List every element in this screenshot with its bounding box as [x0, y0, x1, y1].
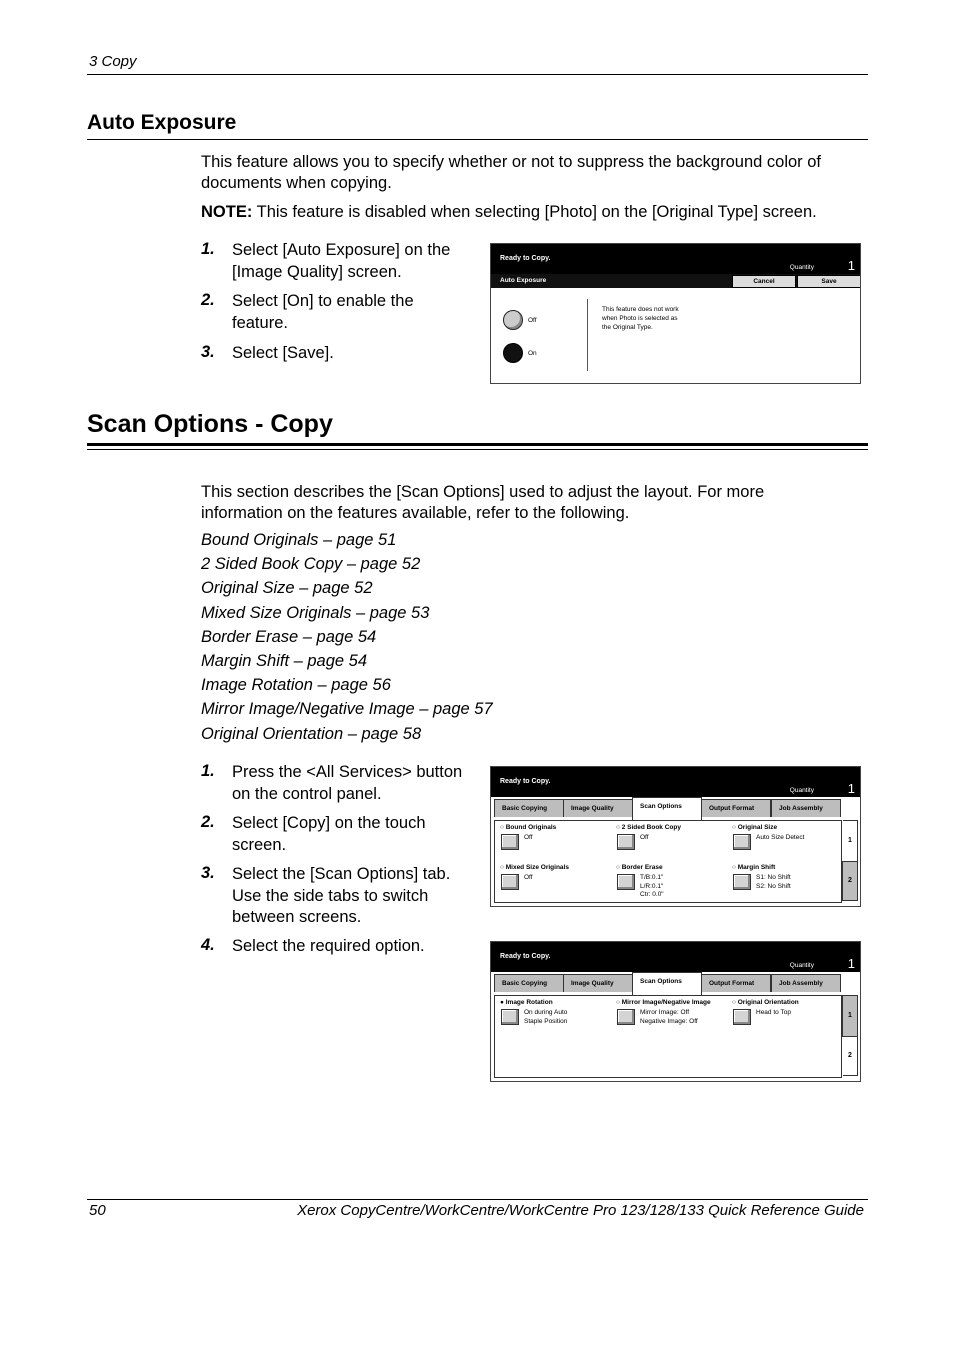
- option-value: Off: [524, 834, 533, 841]
- quantity-value: 1: [847, 781, 855, 796]
- step-line: Select [Auto Exposure] on the: [232, 241, 451, 259]
- page-number: 50: [89, 1202, 106, 1219]
- step-text: [232, 762, 462, 805]
- scan-options-screenshot-page-1: [490, 766, 861, 907]
- step-number: 2.: [201, 813, 215, 831]
- option-values: [756, 874, 791, 891]
- note-text: This feature is disabled when selecting [Photo] on the [Original Type] screen.: [252, 203, 817, 221]
- original-orientation-button[interactable]: [733, 1009, 751, 1025]
- quantity-label: Quantity: [789, 264, 814, 271]
- intro-line: This section describes the [Scan Options] used to adjust the layout. For more: [201, 483, 765, 501]
- header-rule: [87, 74, 868, 75]
- step-line: Select the [Scan Options] tab.: [232, 865, 451, 883]
- option-label-text: Border Erase: [621, 864, 663, 871]
- side-tab-2[interactable]: 2: [843, 1036, 858, 1076]
- original-size-button[interactable]: [733, 834, 751, 850]
- option-label-text: 2 Sided Book Copy: [621, 824, 681, 831]
- status-bar: [491, 767, 860, 797]
- two-sided-book-copy-button[interactable]: [617, 834, 635, 850]
- cross-reference-link[interactable]: Original Orientation – page 58: [201, 724, 422, 743]
- step-line: screen.: [232, 835, 287, 854]
- tab-bar: [491, 797, 860, 819]
- cross-reference-link[interactable]: Border Erase – page 54: [201, 627, 377, 646]
- running-header: 3 Copy: [89, 53, 137, 70]
- intro-line: documents when copying.: [201, 174, 392, 192]
- divider: [587, 299, 588, 371]
- option-value: Off: [524, 874, 533, 881]
- tab-output-format[interactable]: Output Format: [701, 974, 771, 992]
- auto-exposure-screenshot: [490, 243, 861, 384]
- auto-exposure-note: [201, 202, 881, 223]
- option-value: On during Auto: [524, 1009, 568, 1016]
- tab-job-assembly[interactable]: Job Assembly: [771, 799, 841, 817]
- options-panel: [494, 995, 842, 1078]
- auto-exposure-rule: [87, 139, 868, 140]
- option-label: ○ Border Erase: [616, 864, 663, 871]
- quantity-value: 1: [847, 258, 855, 273]
- option-value: S1: No Shift: [756, 874, 791, 881]
- footer-rule: [87, 1199, 868, 1200]
- step-text: [232, 291, 414, 334]
- option-value: Ctr: 0.0": [640, 891, 664, 898]
- image-rotation-button[interactable]: [501, 1009, 519, 1025]
- side-tab-1[interactable]: 1: [842, 995, 858, 1037]
- step-line: Use the side tabs to switch: [232, 886, 429, 905]
- option-value: T/B:0.1": [640, 874, 664, 881]
- option-label: ○ Mixed Size Originals: [500, 864, 569, 871]
- step-text: [232, 813, 426, 856]
- option-value: Staple Position: [524, 1017, 568, 1025]
- step-number: 3.: [201, 343, 215, 361]
- scan-options-intro: [201, 482, 871, 524]
- cross-reference-list: [201, 531, 493, 749]
- cross-reference-link[interactable]: Margin Shift – page 54: [201, 651, 368, 670]
- off-label: Off: [528, 317, 537, 324]
- quantity-label: Quantity: [789, 962, 814, 969]
- step-text: [232, 864, 450, 929]
- guide-title: Xerox CopyCentre/WorkCentre/WorkCentre Pro 123/128/133 Quick Reference Guide: [297, 1202, 864, 1219]
- option-label-text: Mirror Image/Negative Image: [621, 999, 711, 1006]
- screen-title: Auto Exposure: [500, 277, 547, 284]
- auto-exposure-heading: Auto Exposure: [87, 111, 237, 134]
- scan-options-rule-thin: [87, 449, 868, 450]
- tab-bar: [491, 972, 860, 994]
- option-label: ○ Bound Originals: [500, 824, 557, 831]
- option-values: [640, 874, 664, 900]
- cross-reference-link[interactable]: Mixed Size Originals – page 53: [201, 603, 430, 622]
- step-number: 1.: [201, 762, 215, 780]
- bound-originals-button[interactable]: [501, 834, 519, 850]
- on-label: On: [528, 350, 537, 357]
- quantity-value: 1: [847, 956, 855, 971]
- mixed-size-originals-button[interactable]: [501, 874, 519, 890]
- option-label-text: Mixed Size Originals: [505, 864, 569, 871]
- cross-reference-link[interactable]: 2 Sided Book Copy – page 52: [201, 555, 421, 574]
- step-line: Press the <All Services> button: [232, 763, 463, 781]
- step-number: 2.: [201, 291, 215, 309]
- tab-job-assembly[interactable]: Job Assembly: [771, 974, 841, 992]
- option-label: ○ 2 Sided Book Copy: [616, 824, 681, 831]
- tab-scan-options[interactable]: Scan Options: [632, 797, 702, 820]
- option-label-text: Bound Originals: [505, 824, 557, 831]
- option-values: [524, 1009, 567, 1026]
- border-erase-button[interactable]: [617, 874, 635, 890]
- status-bar: [491, 244, 860, 274]
- option-label-text: Original Orientation: [737, 999, 799, 1006]
- auto-exposure-intro: [201, 152, 871, 194]
- note-line: when Photo is selected as: [602, 315, 678, 322]
- note-label: NOTE:: [201, 203, 253, 221]
- option-label: ○ Margin Shift: [732, 864, 776, 871]
- intro-line: This feature allows you to specify whether or not to suppress the background color of: [201, 153, 821, 171]
- step-text: Select the required option.: [232, 937, 425, 955]
- step-line: [Image Quality] screen.: [232, 262, 402, 281]
- option-value: Mirror Image: Off: [640, 1009, 690, 1016]
- ready-status: Ready to Copy.: [500, 255, 551, 262]
- option-label-text: Margin Shift: [737, 864, 776, 871]
- step-number: 1.: [201, 240, 215, 258]
- option-value: Negative Image: Off: [640, 1017, 698, 1025]
- step-number: 4.: [201, 936, 215, 954]
- options-panel: [494, 820, 842, 903]
- step-line: feature.: [232, 313, 288, 332]
- step-line: on the control panel.: [232, 784, 382, 803]
- note-line: the Original Type.: [602, 324, 653, 331]
- option-value: Auto Size Detect: [756, 834, 805, 841]
- scan-options-rule-thick: [87, 443, 868, 446]
- option-values: [640, 1009, 698, 1026]
- tab-output-format[interactable]: Output Format: [701, 799, 771, 817]
- option-value: Head to Top: [756, 1009, 791, 1016]
- step-line: Select [Copy] on the touch: [232, 814, 426, 832]
- cross-reference-link[interactable]: Mirror Image/Negative Image – page 57: [201, 700, 493, 719]
- scan-options-heading: Scan Options - Copy: [87, 410, 333, 438]
- option-label: ○ Original Size: [732, 824, 778, 831]
- ready-status: Ready to Copy.: [500, 778, 551, 785]
- mirror-negative-image-button[interactable]: [617, 1009, 635, 1025]
- step-line: Select [On] to enable the: [232, 292, 414, 310]
- note-line: This feature does not work: [602, 306, 679, 313]
- option-value: Off: [640, 834, 649, 841]
- option-label-text: Original Size: [737, 824, 778, 831]
- step-text: Select [Save].: [232, 344, 334, 362]
- margin-shift-button[interactable]: [733, 874, 751, 890]
- tab-image-quality[interactable]: Image Quality: [563, 799, 633, 817]
- option-value: S2: No Shift: [756, 882, 791, 890]
- off-radio-button[interactable]: [503, 310, 523, 330]
- tab-scan-options[interactable]: Scan Options: [632, 972, 702, 995]
- option-value: L/R:0.1": [640, 882, 664, 890]
- save-button[interactable]: Save: [797, 275, 861, 288]
- on-radio-button[interactable]: [503, 343, 523, 363]
- step-number: 3.: [201, 864, 215, 882]
- cross-reference-link[interactable]: Image Rotation – page 56: [201, 676, 391, 695]
- cross-reference-link[interactable]: Original Size – page 52: [201, 579, 373, 598]
- scan-options-screenshot-page-2: [490, 941, 861, 1082]
- feature-note: [602, 305, 679, 332]
- ready-status: Ready to Copy.: [500, 953, 551, 960]
- option-label: ○ Original Orientation: [732, 999, 799, 1006]
- option-label-text: Image Rotation: [505, 999, 553, 1006]
- side-tab-2[interactable]: 2: [842, 861, 858, 901]
- intro-line: information on the features available, refer to the following.: [201, 504, 630, 522]
- tab-basic-copying[interactable]: Basic Copying: [494, 974, 564, 992]
- cross-reference-link[interactable]: Bound Originals – page 51: [201, 531, 397, 549]
- cancel-button[interactable]: Cancel: [732, 275, 796, 288]
- quantity-label: Quantity: [789, 787, 814, 794]
- tab-image-quality[interactable]: Image Quality: [563, 974, 633, 992]
- step-line: between screens.: [232, 908, 362, 926]
- tab-basic-copying[interactable]: Basic Copying: [494, 799, 564, 817]
- option-label: ○ Mirror Image/Negative Image: [616, 999, 711, 1006]
- title-bar: [491, 274, 860, 288]
- option-label: ● Image Rotation: [500, 999, 553, 1006]
- step-text: [232, 240, 450, 283]
- side-tab-1[interactable]: 1: [843, 820, 858, 862]
- status-bar: [491, 942, 860, 972]
